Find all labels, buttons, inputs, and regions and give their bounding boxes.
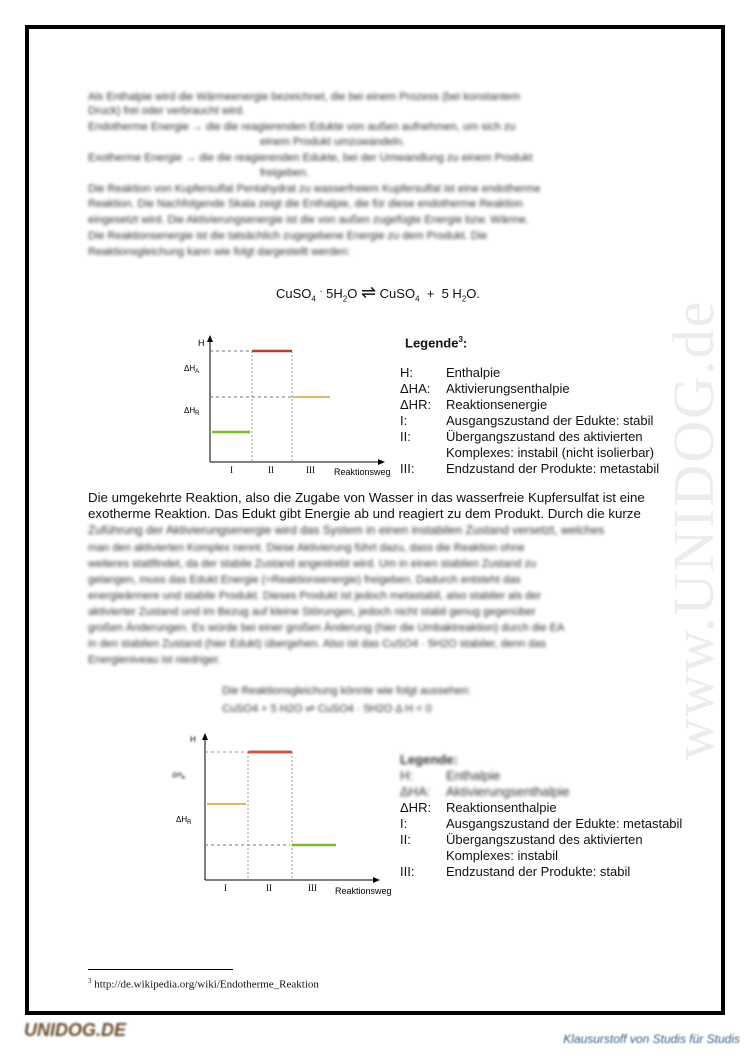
equation2: CuSO4 + 5 H2O ⇌ CuSO4 · 5H2O Δ H < 0 <box>222 703 432 715</box>
equation2-intro: Die Reaktionsgleichung könnte wie folgt aussehen: <box>222 685 471 697</box>
intro-line: freigeben. <box>260 167 309 179</box>
body-paragraph: Die umgekehrte Reaktion, also die Zugabe von Wasser in das wasserfreie Kupfersulfat ist eine exotherme Reaktion. Das Edukt gibt Energie ab und reagiert zu dem Produkt. Durch die kurze <box>88 490 645 521</box>
intro-line: Die Reaktion von Kupfersulfat Pentahydrat zu wasserfreiem Kupfersulfat ist eine endotherme <box>88 183 541 195</box>
body-line: energieärmere und stabile Produkt. Dieses Produkt ist jedoch metastabil, also stabiler als der <box>88 590 542 602</box>
legend-row: III: Endzustand der Produkte: stabil <box>400 864 631 879</box>
legend-title: Legende$^3$: <box>405 335 468 351</box>
legend-exothermic <box>400 752 682 880</box>
footnote-link[interactable]: http://de.wikipedia.org/wiki/Endotherme_Reaktion <box>94 978 319 991</box>
legend-row: III: Endzustand der Produkte: metastabil <box>400 461 660 477</box>
y-axis-arrow <box>207 335 213 342</box>
legend-title: Legende: <box>400 752 458 767</box>
y-axis-label: H <box>190 735 196 744</box>
stage-label: I <box>230 465 233 475</box>
intro-line: Druck) frei oder verbraucht wird. <box>88 105 246 117</box>
eq-rhs: CuSO <box>379 286 416 301</box>
eq-lhs: CuSO <box>276 286 312 301</box>
logo: UNIDOG.DE <box>24 1020 127 1040</box>
dhr-label: $\Delta H_R$ <box>176 815 192 826</box>
enthalpy-diagram-exothermic <box>170 730 410 900</box>
y-axis-label: H <box>198 338 205 348</box>
eq-water: 5H <box>326 286 343 301</box>
legend-row: I: Ausgangszustand der Edukte: metastabil <box>400 816 683 831</box>
eq-rhs-sub: 4 <box>415 294 420 304</box>
legend-row: H: Enthalpie <box>400 768 501 783</box>
legend-row: ΔHR: Reaktionsenergie <box>400 397 548 413</box>
enthalpy-diagram-endothermic <box>180 330 400 480</box>
y-axis-arrow <box>202 733 208 740</box>
legend-row: H: Enthalpie <box>400 365 501 381</box>
footnote <box>88 977 319 991</box>
body-line: in den stabilen Zustand (hier Edukt) übergehen. Also ist das CuSO4 · 5H2O stabiler, denn das <box>88 638 546 650</box>
intro-line: Exotherme Energie → die die reagierenden Edukte, bei der Umwandlung zu einem Produkt <box>88 152 533 164</box>
footnote-marker: 3 <box>88 977 92 985</box>
legend-row: Komplexes: instabil <box>446 848 558 863</box>
intro-line: Reaktionsgleichung kann wie folgt dargestellt werden: <box>88 246 351 258</box>
reaction-equation <box>276 282 480 304</box>
body-line: gelangen, muss das Edukt Energie (=Reaktionsenergie) freigeben. Dadurch entsteht das <box>88 574 521 586</box>
body-line: Energieniveau ist niedriger. <box>88 654 221 666</box>
legend-row: ΔHA: Aktivierungsenthalpie <box>400 784 570 799</box>
stage-label: II <box>268 465 274 475</box>
eq-lhs-sub: 4 <box>311 294 316 304</box>
legend-row: ΔHA: Aktivierungsenthalpie <box>400 381 570 397</box>
intro-line: Als Enthalpie wird die Wärmeenergie bezeichnet, die bei einem Prozess (bei konstantem <box>88 91 521 103</box>
stage-label: III <box>306 465 315 475</box>
body-line: Zuführung der Aktivierungsenergie wird das System in einen instabilen Zustand versetzt, welches <box>88 523 605 537</box>
dha-label: $\Delta H_A$ <box>184 364 200 375</box>
stage-label: II <box>266 883 272 893</box>
dha-label: $\Delta H_A$ <box>172 772 186 781</box>
legend-row: I: Ausgangszustand der Edukte: stabil <box>400 413 654 429</box>
intro-line: Reaktion. Die Nachfolgende Skala zeigt die Enthalpie, die für diese endotherme Reaktion <box>88 198 523 210</box>
eq-plus: + <box>426 286 435 301</box>
legend-row: Komplexes: instabil (nicht isolierbar) <box>446 445 655 461</box>
intro-line: Endotherme Energie → die die reagierenden Edukte von außen aufnehmen, um sich zu <box>88 121 516 133</box>
stage-label: III <box>308 883 317 893</box>
eq-rhs-water-end: O. <box>466 286 480 301</box>
dhr-label: $\Delta H_R$ <box>184 406 200 417</box>
body-line: weiteres stattfindet, da der stabile Zustand angestrebt wird. Um in einen stabilen Zustand zu <box>88 558 537 570</box>
body-line: man den aktivierten Komplex nennt. Diese Aktivierung führt dazu, dass die Reaktion ohne <box>88 542 525 554</box>
watermark: www.UNIDOG.de <box>661 299 726 760</box>
body-line: großen Änderungen. Es würde bei einer großen Änderung (hier die Umbaktreaktion) durch die EA <box>88 622 565 634</box>
x-axis-label: Reaktionsweg <box>334 467 391 477</box>
eq-arrow: ⇌ <box>360 282 377 302</box>
eq-dot: · <box>319 286 323 296</box>
stage-label: I <box>224 883 227 893</box>
legend-row: ΔHR: Reaktionsenthalpie <box>400 800 557 815</box>
x-axis-arrow <box>373 877 380 883</box>
footnote-rule <box>88 969 233 970</box>
body-line: aktivierter Zustand und im Bezug auf kleine Störungen, jedoch nicht stabil genug gegenüber <box>88 606 536 618</box>
intro-line: eingesetzt wird. Die Aktivierungsenergie ist die von außen zugefügte Energie bzw. Wärme. <box>88 214 529 226</box>
x-axis-arrow <box>378 459 385 465</box>
intro-line: Die Reaktionsenergie ist die tatsächlich zugegebene Energie zu dem Produkt. Die <box>88 230 488 242</box>
tagline: Klausurstoff von Studis für Studis <box>563 1032 740 1046</box>
legend-endothermic <box>400 332 659 477</box>
eq-water-sub: 2 <box>342 294 348 304</box>
eq-rhs-water: 5 H <box>441 286 462 301</box>
legend-row: II: Übergangszustand des aktivierten <box>400 429 643 445</box>
x-axis-label: Reaktionsweg <box>335 886 392 896</box>
eq-water-o: O <box>347 286 358 301</box>
intro-line: einem Produkt umzuwandeln. <box>260 136 405 148</box>
legend-row: II: Übergangszustand des aktivierten <box>400 832 643 847</box>
eq-rhs-water-sub: 2 <box>461 294 467 304</box>
